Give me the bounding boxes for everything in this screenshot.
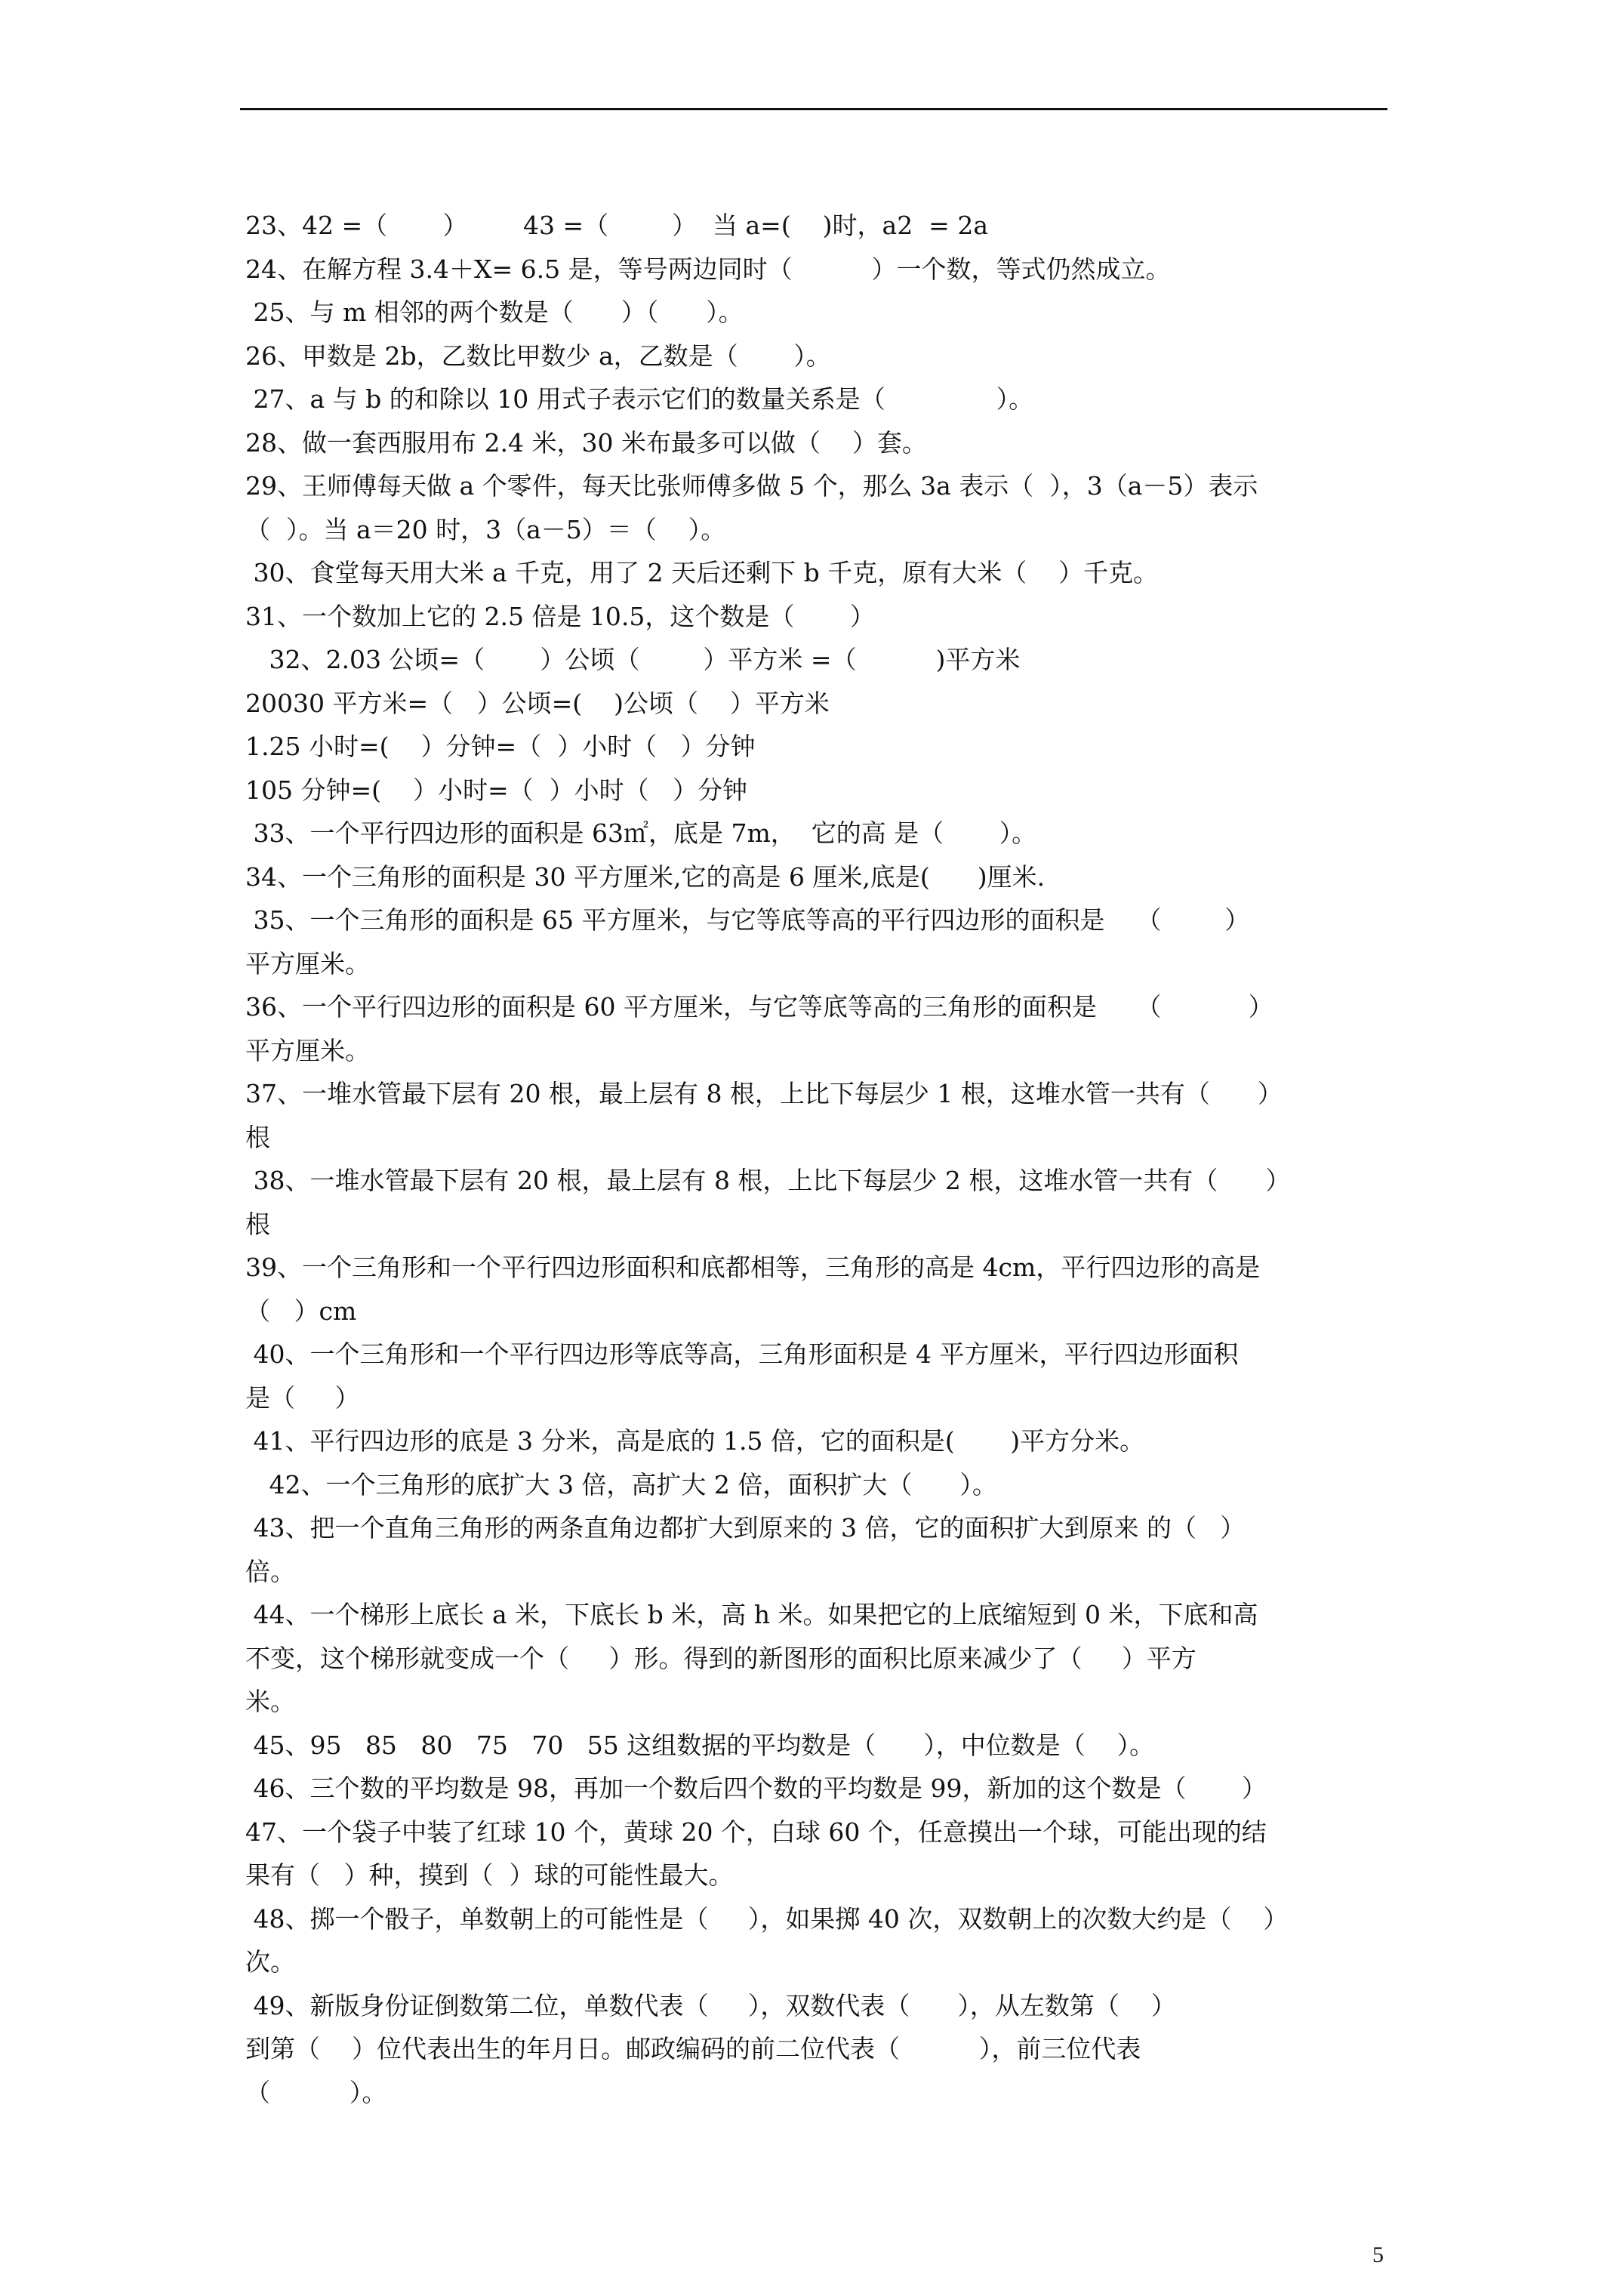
question-line-28: 28、做一套西服用布 2.4 米，30 米布最多可以做（ ）套。 <box>245 427 927 458</box>
question-line-26: 26、甲数是 2b，乙数比甲数少 a，乙数是（ ）。 <box>245 341 831 371</box>
question-line-34: 34、一个三角形的面积是 30 平方厘米,它的高是 6 厘米,底是( )厘米. <box>245 861 1046 892</box>
question-line-37: 37、一堆水管最下层有 20 根，最上层有 8 根，上比下每层少 1 根，这堆水管一共有（ ） <box>245 1079 1283 1108</box>
question-line-35-cont: 平方厘米。 <box>245 948 370 978</box>
question-line-25: 25、与 m 相邻的两个数是（ ）（ ）。 <box>245 297 744 327</box>
question-line-24: 24、在解方程 3.4＋X= 6.5 是，等号两边同时（ ）一个数，等式仍然成立。 <box>245 254 1171 284</box>
question-line-47: 47、一个袋子中装了红球 10 个，黄球 20 个，白球 60 个，任意摸出一个球，可能出现的结 <box>245 1817 1267 1847</box>
page-number: 5 <box>1372 2242 1384 2267</box>
question-line-27: 27、a 与 b 的和除以 10 用式子表示它们的数量关系是（ ）。 <box>245 384 1034 414</box>
question-line-40-cont: 是（ ） <box>245 1382 360 1413</box>
question-line-48-cont: 次。 <box>245 1947 295 1977</box>
question-line-41: 41、平行四边形的底是 3 分米，高是底的 1.5 倍，它的面积是( )平方分米。 <box>245 1426 1145 1456</box>
question-line-47-cont: 果有（ ）种，摸到（ ）球的可能性最大。 <box>245 1860 734 1890</box>
question-line-32-b: 20030 平方米=（ ）公顷=( )公顷（ ）平方米 <box>245 688 830 718</box>
question-line-49-b: 到第（ ）位代表出生的年月日。邮政编码的前二位代表（ ），前三位代表 <box>245 2034 1141 2063</box>
question-line-45: 45、95 85 80 75 70 55 这组数据的平均数是（ ），中位数是（ ）。 <box>245 1730 1155 1760</box>
question-line-39: 39、一个三角形和一个平行四边形面积和底都相等，三角形的高是 4cm，平行四边形的高是 <box>245 1253 1261 1282</box>
question-line-38-cont: 根 <box>245 1209 270 1239</box>
question-line-40: 40、一个三角形和一个平行四边形等底等高，三角形面积是 4 平方厘米，平行四边形面积 <box>245 1339 1239 1369</box>
question-line-29-cont: （ ）。当 a＝20 时，3（a－5）＝（ ）。 <box>245 514 726 544</box>
question-line-37-cont: 根 <box>245 1122 270 1152</box>
question-line-30: 30、食堂每天用大米 a 千克，用了 2 天后还剩下 b 千克，原有大米（ ）千克。 <box>245 558 1159 587</box>
question-line-44-c: 米。 <box>245 1687 295 1716</box>
question-line-38: 38、一堆水管最下层有 20 根，最上层有 8 根，上比下每层少 2 根，这堆水管一共有（ ） <box>245 1166 1291 1195</box>
question-line-29: 29、王师傅每天做 a 个零件，每天比张师傅多做 5 个，那么 3a 表示（ ），3（a－5）表示 <box>245 471 1258 501</box>
question-line-48: 48、掷一个骰子，单数朝上的可能性是（ ），如果掷 40 次，双数朝上的次数大约是（ ） <box>245 1903 1289 1934</box>
question-line-44: 44、一个梯形上底长 a 米，下底长 b 米，高 h 米。如果把它的上底缩短到 0 米，下底和高 <box>245 1600 1258 1629</box>
header-rule <box>240 108 1387 110</box>
question-line-43-cont: 倍。 <box>245 1556 295 1586</box>
question-line-49: 49、新版身份证倒数第二位，单数代表（ ），双数代表（ ），从左数第（ ） <box>245 1990 1176 2020</box>
question-line-49-c: （ ）。 <box>245 2077 387 2107</box>
question-line-31: 31、一个数加上它的 2.5 倍是 10.5，这个数是（ ） <box>245 601 875 631</box>
question-line-46: 46、三个数的平均数是 98，再加一个数后四个数的平均数是 99，新加的这个数是（ ） <box>245 1774 1267 1803</box>
question-line-43: 43、把一个直角三角形的两条直角边都扩大到原来的 3 倍，它的面积扩大到原来 的（ ） <box>245 1513 1246 1542</box>
question-line-33: 33、一个平行四边形的面积是 63㎡，底是 7m， 它的高 是（ ）。 <box>245 818 1037 848</box>
question-line-42: 42、一个三角形的底扩大 3 倍，高扩大 2 倍，面积扩大（ ）。 <box>245 1469 997 1499</box>
question-list <box>245 204 1468 2114</box>
question-line-39-cont: （ ）cm <box>245 1296 357 1326</box>
question-line-36: 36、一个平行四边形的面积是 60 平方厘米，与它等底等高的三角形的面积是 （ ） <box>245 992 1273 1022</box>
question-line-35: 35、一个三角形的面积是 65 平方厘米，与它等底等高的平行四边形的面积是 （ ） <box>245 905 1250 935</box>
question-line-32-d: 105 分钟=( ）小时=（ ）小时（ ）分钟 <box>245 775 748 805</box>
question-line-36-cont: 平方厘米。 <box>245 1035 370 1065</box>
question-line-44-b: 不变，这个梯形就变成一个（ ）形。得到的新图形的面积比原来减少了（ ）平方 <box>245 1643 1196 1673</box>
question-line-32: 32、2.03 公顷=（ ）公顷（ ）平方米 =（ )平方米 <box>245 645 1021 674</box>
question-line-32-c: 1.25 小时=( ）分钟=（ ）小时（ ）分钟 <box>245 732 756 761</box>
question-line-23: 23、42 =（ ） 43 =（ ） 当 a=( )时，a2 = 2a <box>245 211 988 240</box>
